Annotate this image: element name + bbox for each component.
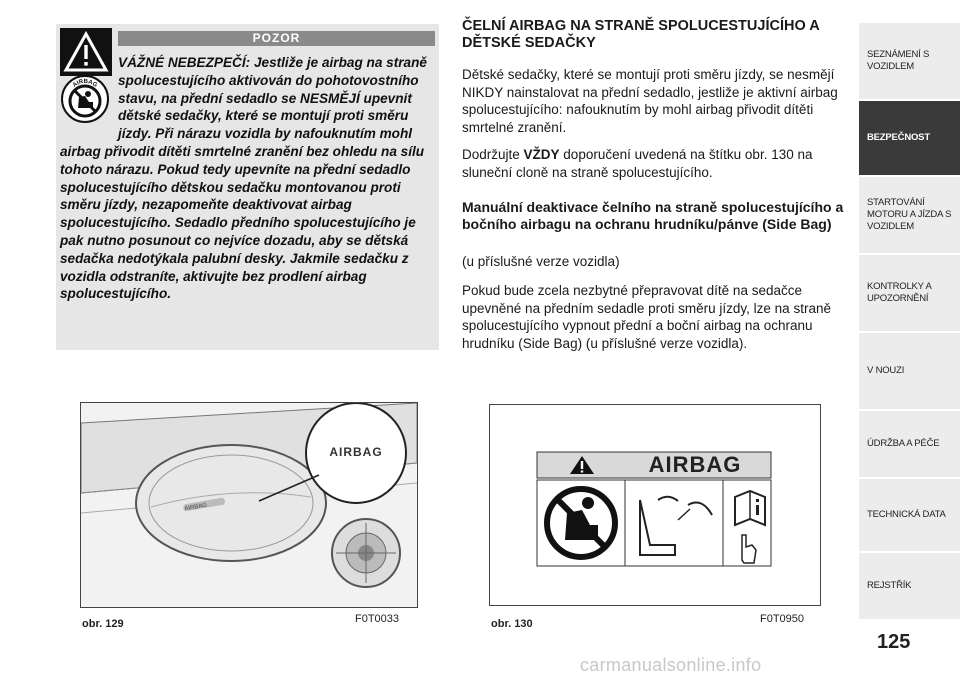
tab-v-nouzi[interactable]: [859, 332, 960, 409]
tab-label: STARTOVÁNÍ MOTORU A JÍZDA S VOZIDLEM: [867, 197, 952, 232]
subheading: Manuální deaktivace čelního na straně spolucestujícího a bočního airbagu na ochranu hrudníku/pánve (Side Bag): [462, 199, 844, 232]
tab-kontrolky[interactable]: [859, 254, 960, 331]
tab-label: V NOUZI: [867, 365, 905, 376]
figure-130-label: [489, 404, 821, 606]
fig-129-caption: obr. 129: [82, 618, 124, 630]
paragraph-1: Dětské sedačky, které se montují proti směru jízdy, se nesmějí NIKDY nainstalovat na přední sedadlo, jestliže je aktivní airbag spolucestujícího: nafouknutím by mohl airbag přivodit dítěti smrtelné zranění.: [462, 67, 838, 135]
warning-text-block: [60, 54, 435, 303]
tab-rejstrik[interactable]: [859, 552, 960, 619]
figure-129-dashboard: [80, 402, 418, 608]
paragraph-2-bold: VŽDY: [523, 147, 560, 162]
tab-seznameni[interactable]: [859, 22, 960, 99]
tab-label: REJSTŘÍK: [867, 580, 912, 591]
section-title: ČELNÍ AIRBAG NA STRANĚ SPOLUCESTUJÍCÍHO A DĚTSKÉ SEDAČKY: [462, 18, 820, 51]
version-note: (u příslušné verze vozidla): [462, 254, 620, 269]
tab-technicka-data[interactable]: [859, 478, 960, 551]
seal-text: AIRBAG: [71, 78, 99, 89]
paragraph-4: Pokud bude zcela nezbytné přepravovat dítě na sedačce upevněné na předním sedadle proti směru jízdy, lze na straně spolucestujícího vypnout přední a boční airbag na ochranu hrudníku (Side Bag) (u příslušné verze vozidla).: [462, 283, 831, 351]
tab-label: BEZPEČNOST: [867, 132, 930, 143]
tab-bezpecnost[interactable]: [859, 100, 960, 175]
page-number: 125: [877, 631, 911, 653]
tab-label: TECHNICKÁ DATA: [867, 509, 946, 520]
tab-label: SEZNÁMENÍ S VOZIDLEM: [867, 49, 930, 72]
fig-130-caption: obr. 130: [491, 618, 533, 630]
watermark: carmanualsonline.info: [580, 655, 762, 675]
airbag-label-title: AIRBAG: [648, 452, 742, 477]
tab-label: ÚDRŽBA A PÉČE: [867, 438, 940, 449]
paragraph-2-a: Dodržujte: [462, 147, 524, 162]
fig-130-code: F0T0950: [760, 613, 805, 625]
fig-129-code: F0T0033: [355, 613, 400, 625]
airbag-label-illustration: [490, 405, 820, 605]
dashboard-illustration: [81, 403, 417, 607]
airbag-zoom-label: AIRBAG: [329, 445, 383, 459]
paragraph-2-c: doporučení uvedená na štítku obr. 130 na sluneční cloně na straně spolucestujícího.: [462, 147, 813, 180]
small-airbag-text: AIRBAG: [184, 502, 208, 513]
tab-startovani[interactable]: [859, 176, 960, 253]
warning-header: POZOR: [118, 31, 435, 46]
tab-udrzba[interactable]: [859, 410, 960, 477]
warning-text: VÁŽNÉ NEBEZPEČÍ: Jestliže je airbag na straně spolucestujícího aktivován do pohotovostního stavu, na přední sedadlo se NESMĚJÍ upevnit dětské sedačky, které se montují proti směru jízdy. Při nárazu vozidla by nafouknutím mohl airbag přivodit dítěti smrtelné zranění bez ohledu na sílu tohoto nárazu. Pokud tedy upevníte na přední sedadlo spolucestujícího dětskou sedačku montovanou proti směru jízdy, nezapomeňte deaktivovat airbag spolucestujícího. Sedadlo předního spolucestujícího je pak nutno posunout co nejvíce dozadu, aby se dětská sedačka nedotýkala palubní desky. Jakmile sedačku z vozidla odstraníte, aktivujte bez prodlení airbag spolucestujícího.: [60, 55, 427, 302]
paragraph-2: [462, 146, 847, 181]
tab-label: KONTROLKY A UPOZORNĚNÍ: [867, 281, 932, 304]
